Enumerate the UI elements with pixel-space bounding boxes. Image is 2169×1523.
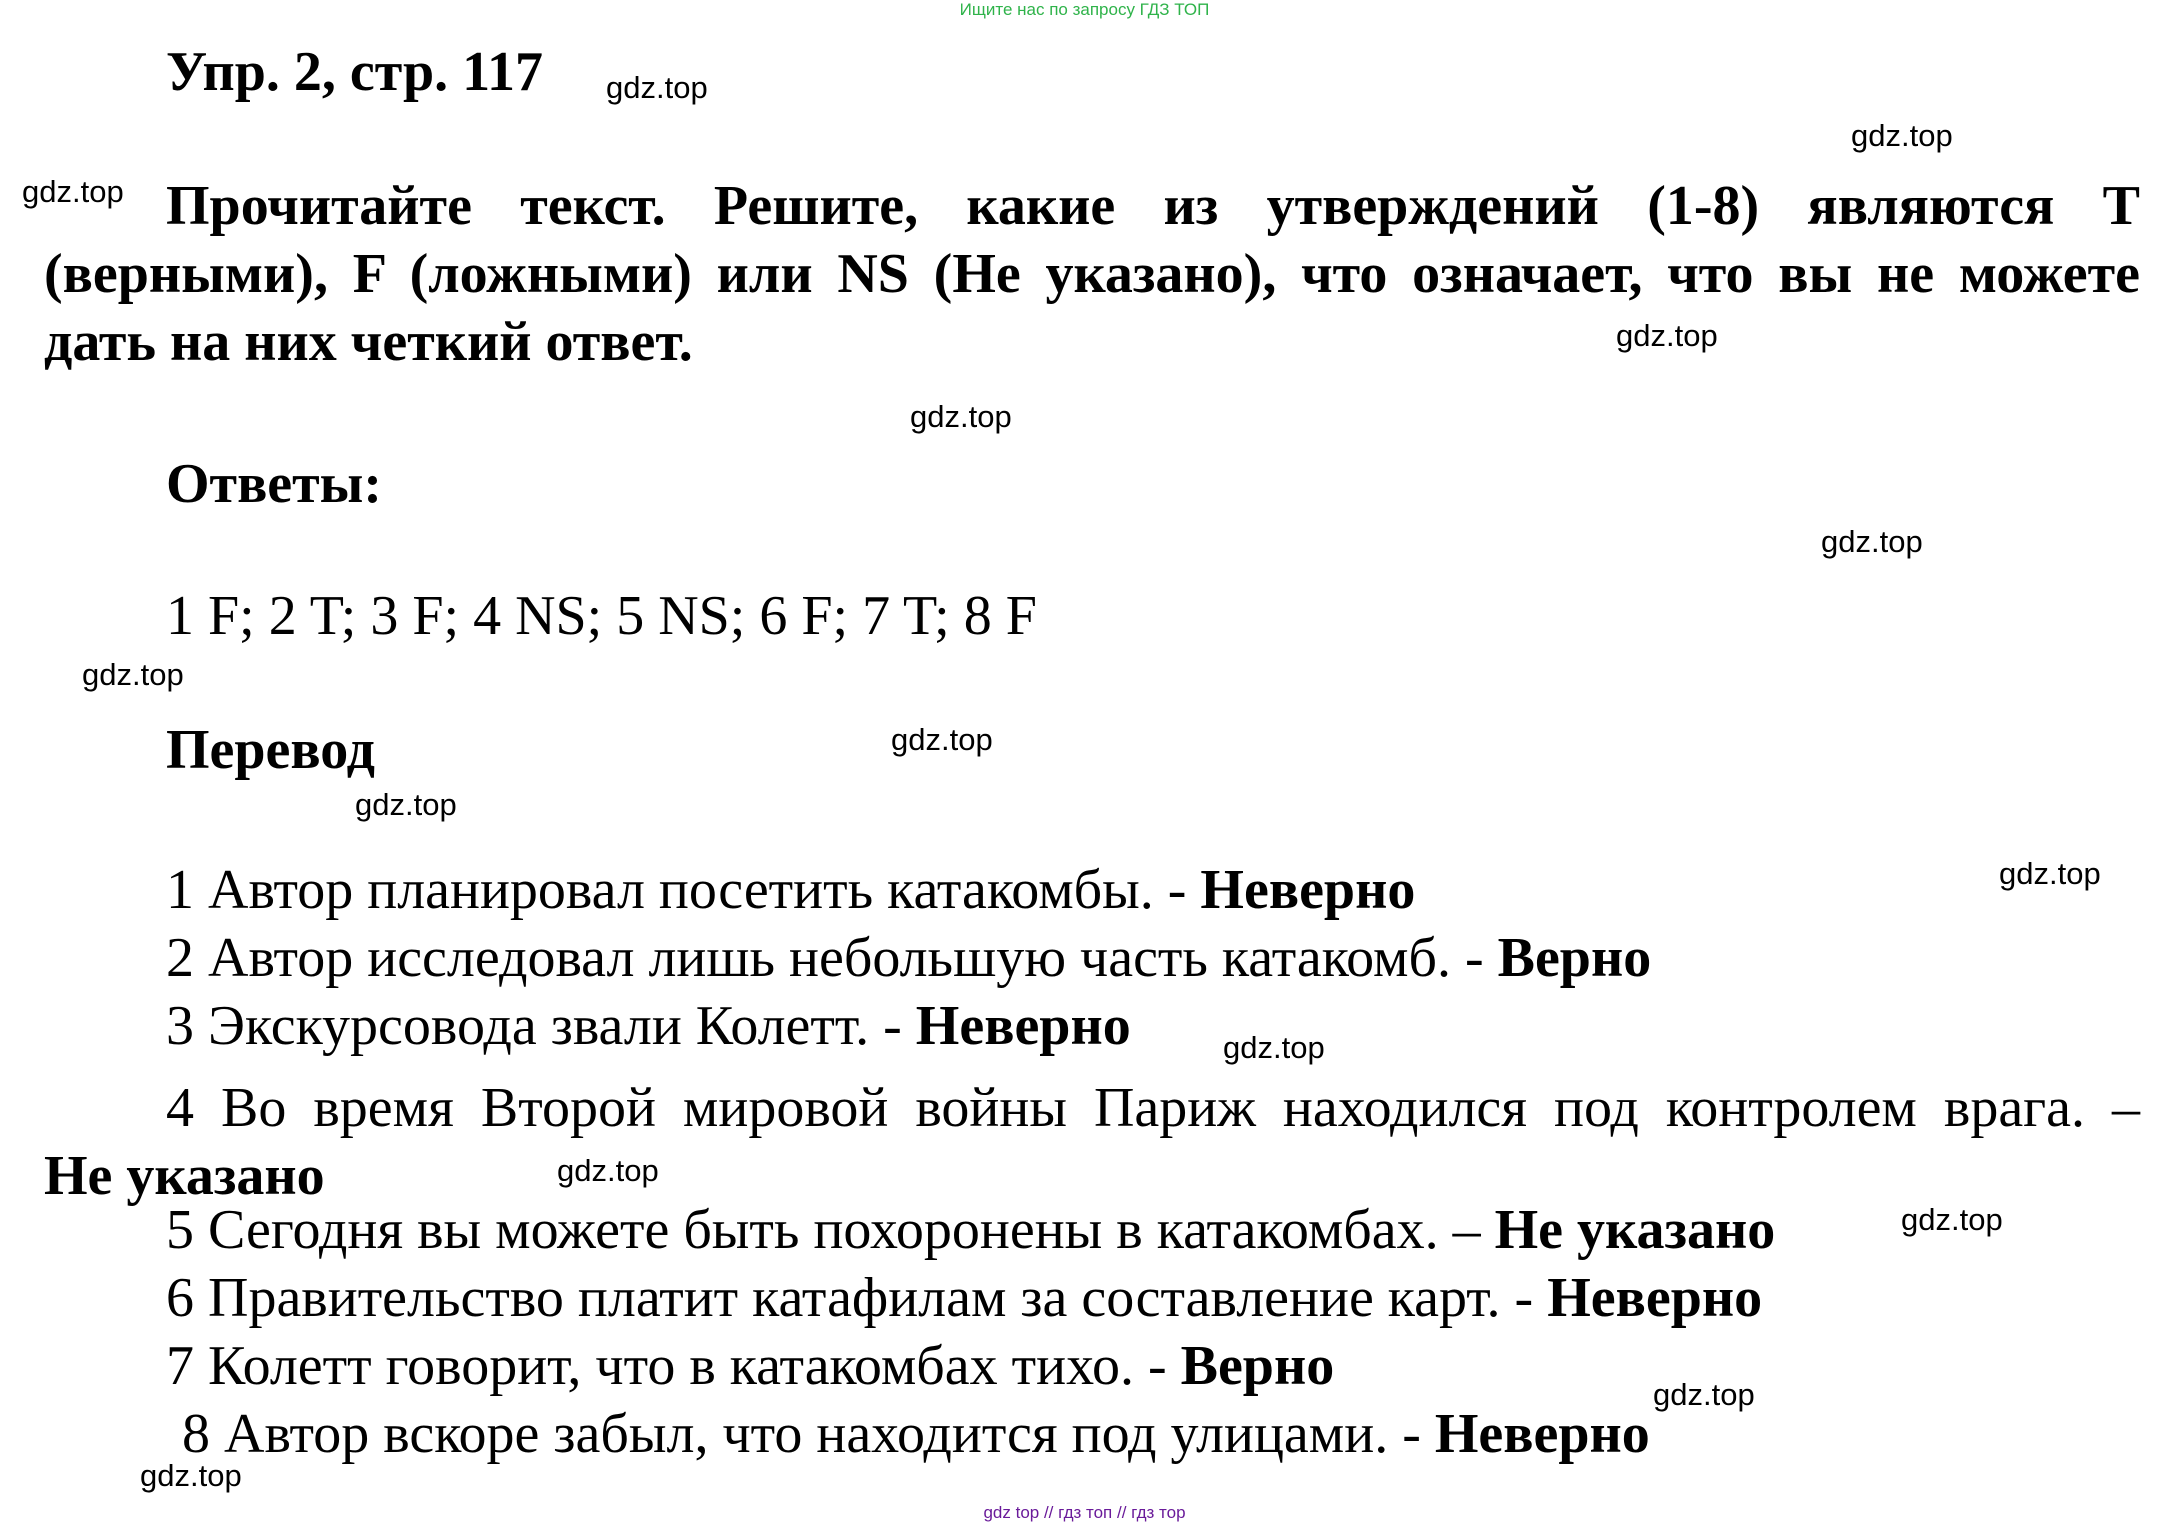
translation-verdict: Неверно: [1434, 1403, 1650, 1465]
translation-text: 6 Правительство платит катафилам за составление карт. -: [166, 1267, 1548, 1329]
answers-heading: Ответы:: [166, 453, 383, 515]
watermark: gdz.top: [355, 787, 457, 822]
translation-verdict: Верно: [1497, 927, 1652, 989]
translation-text: 8 Автор вскоре забыл, что находится под улицами. -: [182, 1403, 1435, 1465]
watermark: gdz.top: [910, 399, 1012, 434]
translation-text: 2 Автор исследовал лишь небольшую часть катакомб. -: [166, 927, 1498, 989]
translation-item: [166, 992, 1131, 1060]
translation-verdict: Неверно: [915, 995, 1131, 1057]
instruction-line: дать на них четкий ответ.: [44, 311, 693, 373]
watermark: gdz.top: [82, 657, 184, 692]
watermark: gdz.top: [891, 722, 993, 757]
watermark: gdz.top: [22, 174, 124, 209]
translation-heading: Перевод: [166, 719, 375, 781]
watermark: gdz.top: [606, 70, 708, 105]
watermark: gdz.top: [1901, 1202, 2003, 1237]
translation-text: 4 Во время Второй мировой войны Париж находился под контролем врага. –: [166, 1077, 2140, 1139]
translation-item: [44, 1074, 2140, 1210]
watermark: gdz.top: [1223, 1030, 1325, 1065]
watermark: gdz.top: [1821, 524, 1923, 559]
translation-text: 5 Сегодня вы можете быть похоронены в катакомбах. –: [166, 1199, 1495, 1261]
translation-verdict: Не указано: [44, 1145, 325, 1207]
translation-item: [166, 924, 1651, 992]
translation-verdict: Верно: [1180, 1335, 1335, 1397]
translation-item: [166, 1332, 1334, 1400]
translation-text: 1 Автор планировал посетить катакомбы. -: [166, 859, 1201, 921]
translation-item: [166, 1196, 1775, 1264]
instruction-line: Прочитайте текст. Решите, какие из утверждений (1-8) являются T: [166, 175, 2140, 237]
translation-item: [166, 1264, 1762, 1332]
watermark: gdz.top: [140, 1458, 242, 1493]
watermark: gdz.top: [1999, 856, 2101, 891]
top-banner[interactable]: Ищите нас по запросу ГДЗ ТОП: [959, 0, 1210, 19]
translation-verdict: Неверно: [1200, 859, 1416, 921]
instruction-text: [44, 172, 2140, 376]
watermark: gdz.top: [1616, 318, 1718, 353]
instruction-line: (верными), F (ложными) или NS (Не указано), что означает, что вы не можете: [44, 243, 2140, 305]
translation-text: 7 Колетт говорит, что в катакомбах тихо. -: [166, 1335, 1181, 1397]
translation-verdict: Неверно: [1547, 1267, 1763, 1329]
translation-item: [166, 856, 1415, 924]
watermark: gdz.top: [1653, 1377, 1755, 1412]
translation-item: [182, 1400, 1650, 1468]
footer-links[interactable]: gdz top // гдз топ // гдз тор: [983, 1503, 1186, 1522]
translation-verdict: Не указано: [1494, 1199, 1776, 1261]
exercise-title: Упр. 2, стр. 117: [166, 41, 544, 103]
translation-text: 3 Экскурсовода звали Колетт. -: [166, 995, 916, 1057]
answers-list: 1 F; 2 T; 3 F; 4 NS; 5 NS; 6 F; 7 T; 8 F: [166, 585, 1037, 647]
watermark: gdz.top: [1851, 118, 1953, 153]
watermark: gdz.top: [557, 1153, 659, 1188]
